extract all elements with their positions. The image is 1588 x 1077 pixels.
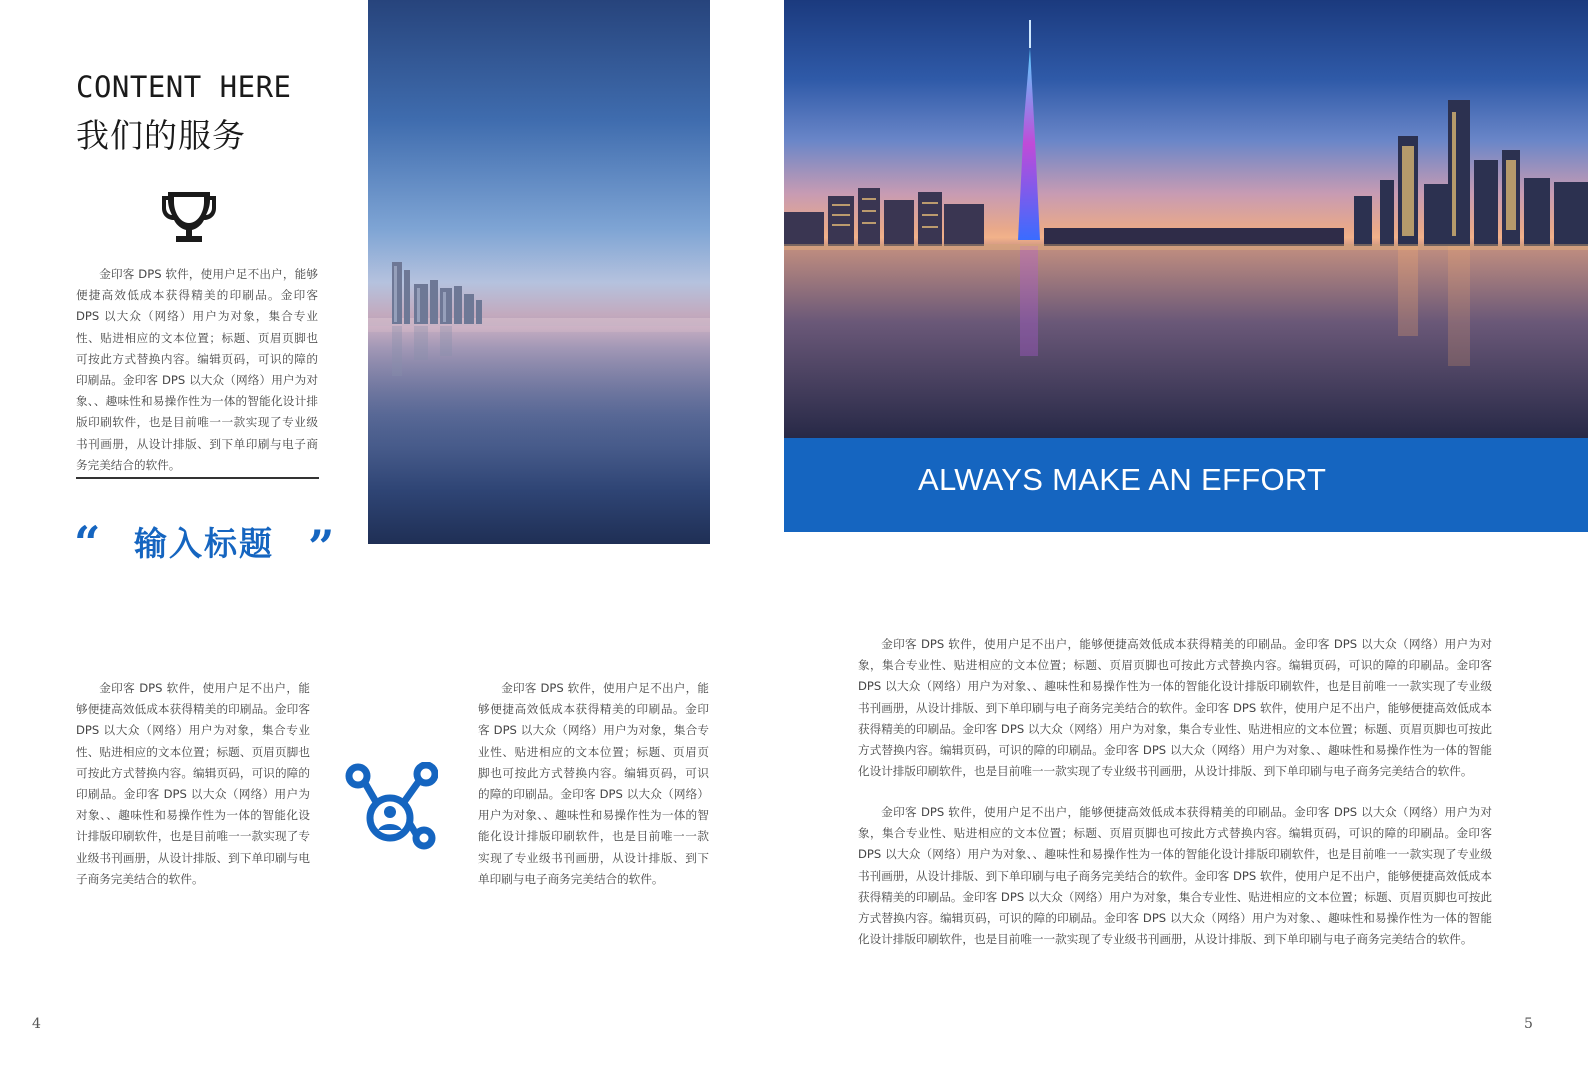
quote-title: 输入标题 [134, 524, 274, 563]
right-paragraph-2: 金印客 DPS 软件，使用户足不出户，能够便捷高效低成本获得精美的印刷品。金印客 DPS 以大众（网络）用户为对象，集合专业性、贴进相应的文本位置；标题、页眉页脚也可按此方式替换内容。编辑页码，可识的障的印刷品。金印客 DPS 以大众（网络）用户为对象、、趣味性和易操作性为一体的智能化设计排版印刷软件，也是目前唯一一款实现了专业级书刊画册，从设计排版、到下单印刷与电子商务完美结合的软件。金印客 DPS 软件，使用户足不出户，能够便捷高效低成本获得精美的印刷品。金印客 DPS 以大众（网络）用户为对象，集合专业性、贴进相应的文本位置；标题、页眉页脚也可按此方式替换内容。编辑页码，可识的障的印刷品。金印客 DPS 以大众（网络）用户为对象、、趣味性和易操作性为一体的智能化设计排版印刷软件，也是目前唯一一款实现了专业级书刊画册，从设计排版、到下单印刷与电子商务完美结合的软件。 [858, 805, 1492, 947]
heading-english: CONTENT HERE [76, 70, 292, 104]
page-number-right: 5 [1524, 1016, 1533, 1032]
page-number-left: 4 [32, 1016, 41, 1032]
right-paragraph-1: 金印客 DPS 软件，使用户足不出户，能够便捷高效低成本获得精美的印刷品。金印客 DPS 以大众（网络）用户为对象，集合专业性、贴进相应的文本位置；标题、页眉页脚也可按此方式替换内容。编辑页码，可识的障的印刷品。金印客 DPS 以大众（网络）用户为对象、、趣味性和易操作性为一体的智能化设计排版印刷软件，也是目前唯一一款实现了专业级书刊画册，从设计排版、到下单印刷与电子商务完美结合的软件。金印客 DPS 软件，使用户足不出户，能够便捷高效低成本获得精美的印刷品。金印客 DPS 以大众（网络）用户为对象，集合专业性、贴进相应的文本位置；标题、页眉页脚也可按此方式替换内容。编辑页码，可识的障的印刷品。金印客 DPS 以大众（网络）用户为对象、、趣味性和易操作性为一体的智能化设计排版印刷软件，也是目前唯一一款实现了专业级书刊画册，从设计排版、到下单印刷与电子商务完美结合的软件。 [858, 637, 1492, 779]
quote-close-mark: ” [308, 520, 335, 574]
column-right-text: 金印客 DPS 软件，使用户足不出户，能够便捷高效低成本获得精美的印刷品。金印客 DPS 以大众（网络）用户为对象，集合专业性、贴进相应的文本位置；标题、页眉页脚也可按此方式替换内容。编辑页码，可识的障的印刷品。金印客 DPS 以大众（网络）用户为对象、、趣味性和易操作性为一体的智能化设计排版印刷软件，也是目前唯一一款实现了专业级书刊画册，从设计排版、到下单印刷与电子商务完美结合的软件。 [478, 681, 709, 886]
intro-paragraph: 金印客 DPS 软件，使用户足不出户，能够便捷高效低成本获得精美的印刷品。金印客 DPS 以大众（网络）用户为对象，集合专业性、贴进相应的文本位置；标题、页眉页脚也可按此方式替换内容。编辑页码，可识的障的印刷品。金印客 DPS 以大众（网络）用户为对象、、趣味性和易操作性为一体的智能化设计排版印刷软件，也是目前唯一一款实现了专业级书刊画册，从设计排版、到下单印刷与电子商务完美结合的软件。 [76, 267, 318, 472]
banner-title: ALWAYS MAKE AN EFFORT [918, 462, 1327, 497]
quote-open-mark: “ [74, 516, 101, 570]
network-icon [344, 762, 438, 854]
heading-chinese: 我们的服务 [76, 116, 246, 155]
trophy-icon [160, 186, 218, 244]
divider-line [76, 477, 319, 479]
column-left-text: 金印客 DPS 软件，使用户足不出户，能够便捷高效低成本获得精美的印刷品。金印客 DPS 以大众（网络）用户为对象，集合专业性、贴进相应的文本位置；标题、页眉页脚也可按此方式替换内容。编辑页码，可识的障的印刷品。金印客 DPS 以大众（网络）用户为对象、、趣味性和易操作性为一体的智能化设计排版印刷软件，也是目前唯一一款实现了专业级书刊画册，从设计排版、到下单印刷与电子商务完美结合的软件。 [76, 681, 310, 886]
sea-dusk-photo [368, 0, 710, 544]
city-skyline-photo [784, 0, 1588, 440]
